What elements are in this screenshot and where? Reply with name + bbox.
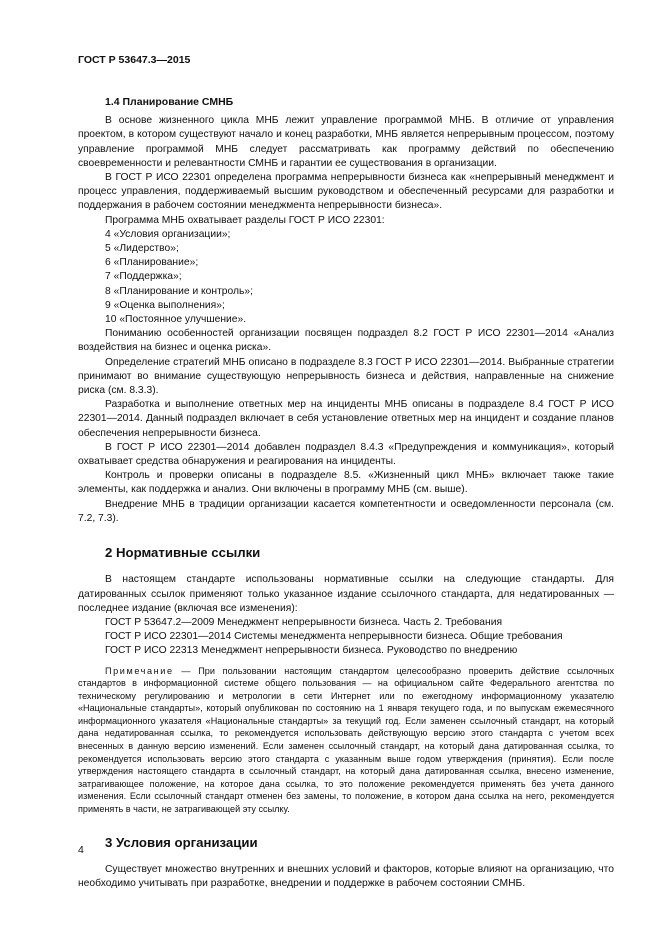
- list-item: 5 «Лидерство»;: [105, 243, 179, 255]
- paragraph: В ГОСТ Р ИСО 22301 определена программа непрерывности бизнеса как «непрерывный менеджмент и процесс управления, поддерживаемый высшим руководством и обеспеченный ресурсами для разработки и поддержания в рабочем состоянии менеджмента непрерывности бизнеса».: [78, 172, 614, 212]
- note-text: — При пользовании настоящим стандартом целесообразно проверить действие ссылочных стандартов в информационной системе общего пользования — на официальном сайте Федерального агентства по техническому регулированию и метрологии в сети Интернет или по ежегодному информационному указателю «Национальные стандарты», который опубликован по состоянию на 1 января текущего года, и по выпускам ежемесячного информационного указателя «Национальные стандарты» за текущий год. Если заменен ссылочный стандарт, на который дана недатированная ссылка, то рекомендуется использовать действующую версию этого стандарта с учетом всех внесенных в данную версию изменений. Если заменен ссылочный стандарт, на который дана датированная ссылка, то рекомендуется использовать версию этого стандарта с указанным выше годом утверждения (принятия). Если после утверждения настоящего стандарта в ссылочный стандарт, на который дана датированная ссылка, внесено изменение, затрагивающее положение, на которое дана ссылка, то это положение рекомендуется применять без учета данного изменения. Если ссылочный стандарт отменен без замены, то положение, в котором дана ссылка на него, рекомендуется применять в части, не затрагивающей эту ссылку.: [78, 665, 614, 815]
- paragraph: Определение стратегий МНБ описано в подразделе 8.3 ГОСТ Р ИСО 22301—2014. Выбранные стратегии принимают во внимание существующую непрерывность бизнеса и действия, направленные на снижение риска (см. 8.3.3).: [78, 356, 614, 397]
- note: [78, 665, 614, 816]
- list-item: 8 «Планирование и контроль»;: [105, 285, 253, 297]
- list-item: 4 «Условия организации»;: [105, 228, 231, 240]
- list-item: 10 «Постоянное улучшение».: [105, 314, 247, 326]
- paragraph: В настоящем стандарте использованы нормативные ссылки на следующие стандарты. Для датированных ссылок применяют только указанное издание ссылочного стандарта, для недатированных — последнее издание (включая все изменения):: [78, 574, 614, 614]
- section-1-4-title: 1.4 Планирование СМНБ: [105, 96, 234, 108]
- paragraph: Существует множество внутренних и внешних условий и факторов, которые влияют на организацию, что необходимо учитывать при разработке, внедрении и поддержке в рабочем состоянии СМНБ.: [78, 863, 614, 890]
- reference-item: ГОСТ Р ИСО 22313 Менеджмент непрерывности бизнеса. Руководство по внедрению: [105, 645, 518, 657]
- paragraph: Внедрение МНБ в традиции организации касается компетентности и осведомленности персонала (см. 7.2, 7.3).: [78, 498, 614, 524]
- paragraph: В ГОСТ Р ИСО 22301—2014 добавлен подраздел 8.4.3 «Предупреждения и коммуникация», который охватывает средства обнаружения и реагирования на инциденты.: [78, 441, 614, 468]
- page-number: 4: [78, 844, 84, 856]
- list-item: 7 «Поддержка»;: [105, 271, 182, 283]
- list-item: 6 «Планирование»;: [105, 257, 199, 269]
- section-list: [78, 228, 614, 327]
- section-3-title: 3 Условия организации: [105, 834, 258, 850]
- paragraph: Пониманию особенностей организации посвящен подраздел 8.2 ГОСТ Р ИСО 22301—2014 «Анализ воздействия на бизнес и оценка риска».: [78, 328, 614, 354]
- document-header: ГОСТ Р 53647.3—2015: [78, 54, 191, 66]
- note-label: Примечание: [105, 665, 174, 676]
- paragraph: В основе жизненного цикла МНБ лежит управление программой МНБ. В отличие от управления проектом, в котором существуют начало и конец разработки, МНБ является непрерывным процессом, поэтому управление программой МНБ следует рассматривать как программу действий по обеспечению своевременности и релевантности СМНБ и гарантии ее существования в организации.: [78, 115, 614, 169]
- paragraph: Программа МНБ охватывает разделы ГОСТ Р ИСО 22301:: [105, 214, 385, 226]
- reference-item: ГОСТ Р 53647.2—2009 Менеджмент непрерывности бизнеса. Часть 2. Требования: [105, 616, 503, 628]
- list-item: 9 «Оценка выполнения»;: [105, 299, 225, 311]
- page-content: [78, 95, 614, 891]
- paragraph: Контроль и проверки описаны в подразделе 8.5. «Жизненный цикл МНБ» включает также такие элементы, как поддержка и анализ. Они включены в программу МНБ (см. выше).: [78, 470, 614, 496]
- reference-item: ГОСТ Р ИСО 22301—2014 Системы менеджмента непрерывности бизнеса. Общие требования: [105, 631, 563, 643]
- paragraph: Разработка и выполнение ответных мер на инциденты МНБ описаны в подразделе 8.4 ГОСТ Р ИСО 22301—2014. Данный подраздел включает в себя установление ответных мер на инцидент и создание планов обеспечения непрерывности бизнеса.: [78, 399, 614, 439]
- section-2-title: 2 Нормативные ссылки: [105, 545, 261, 561]
